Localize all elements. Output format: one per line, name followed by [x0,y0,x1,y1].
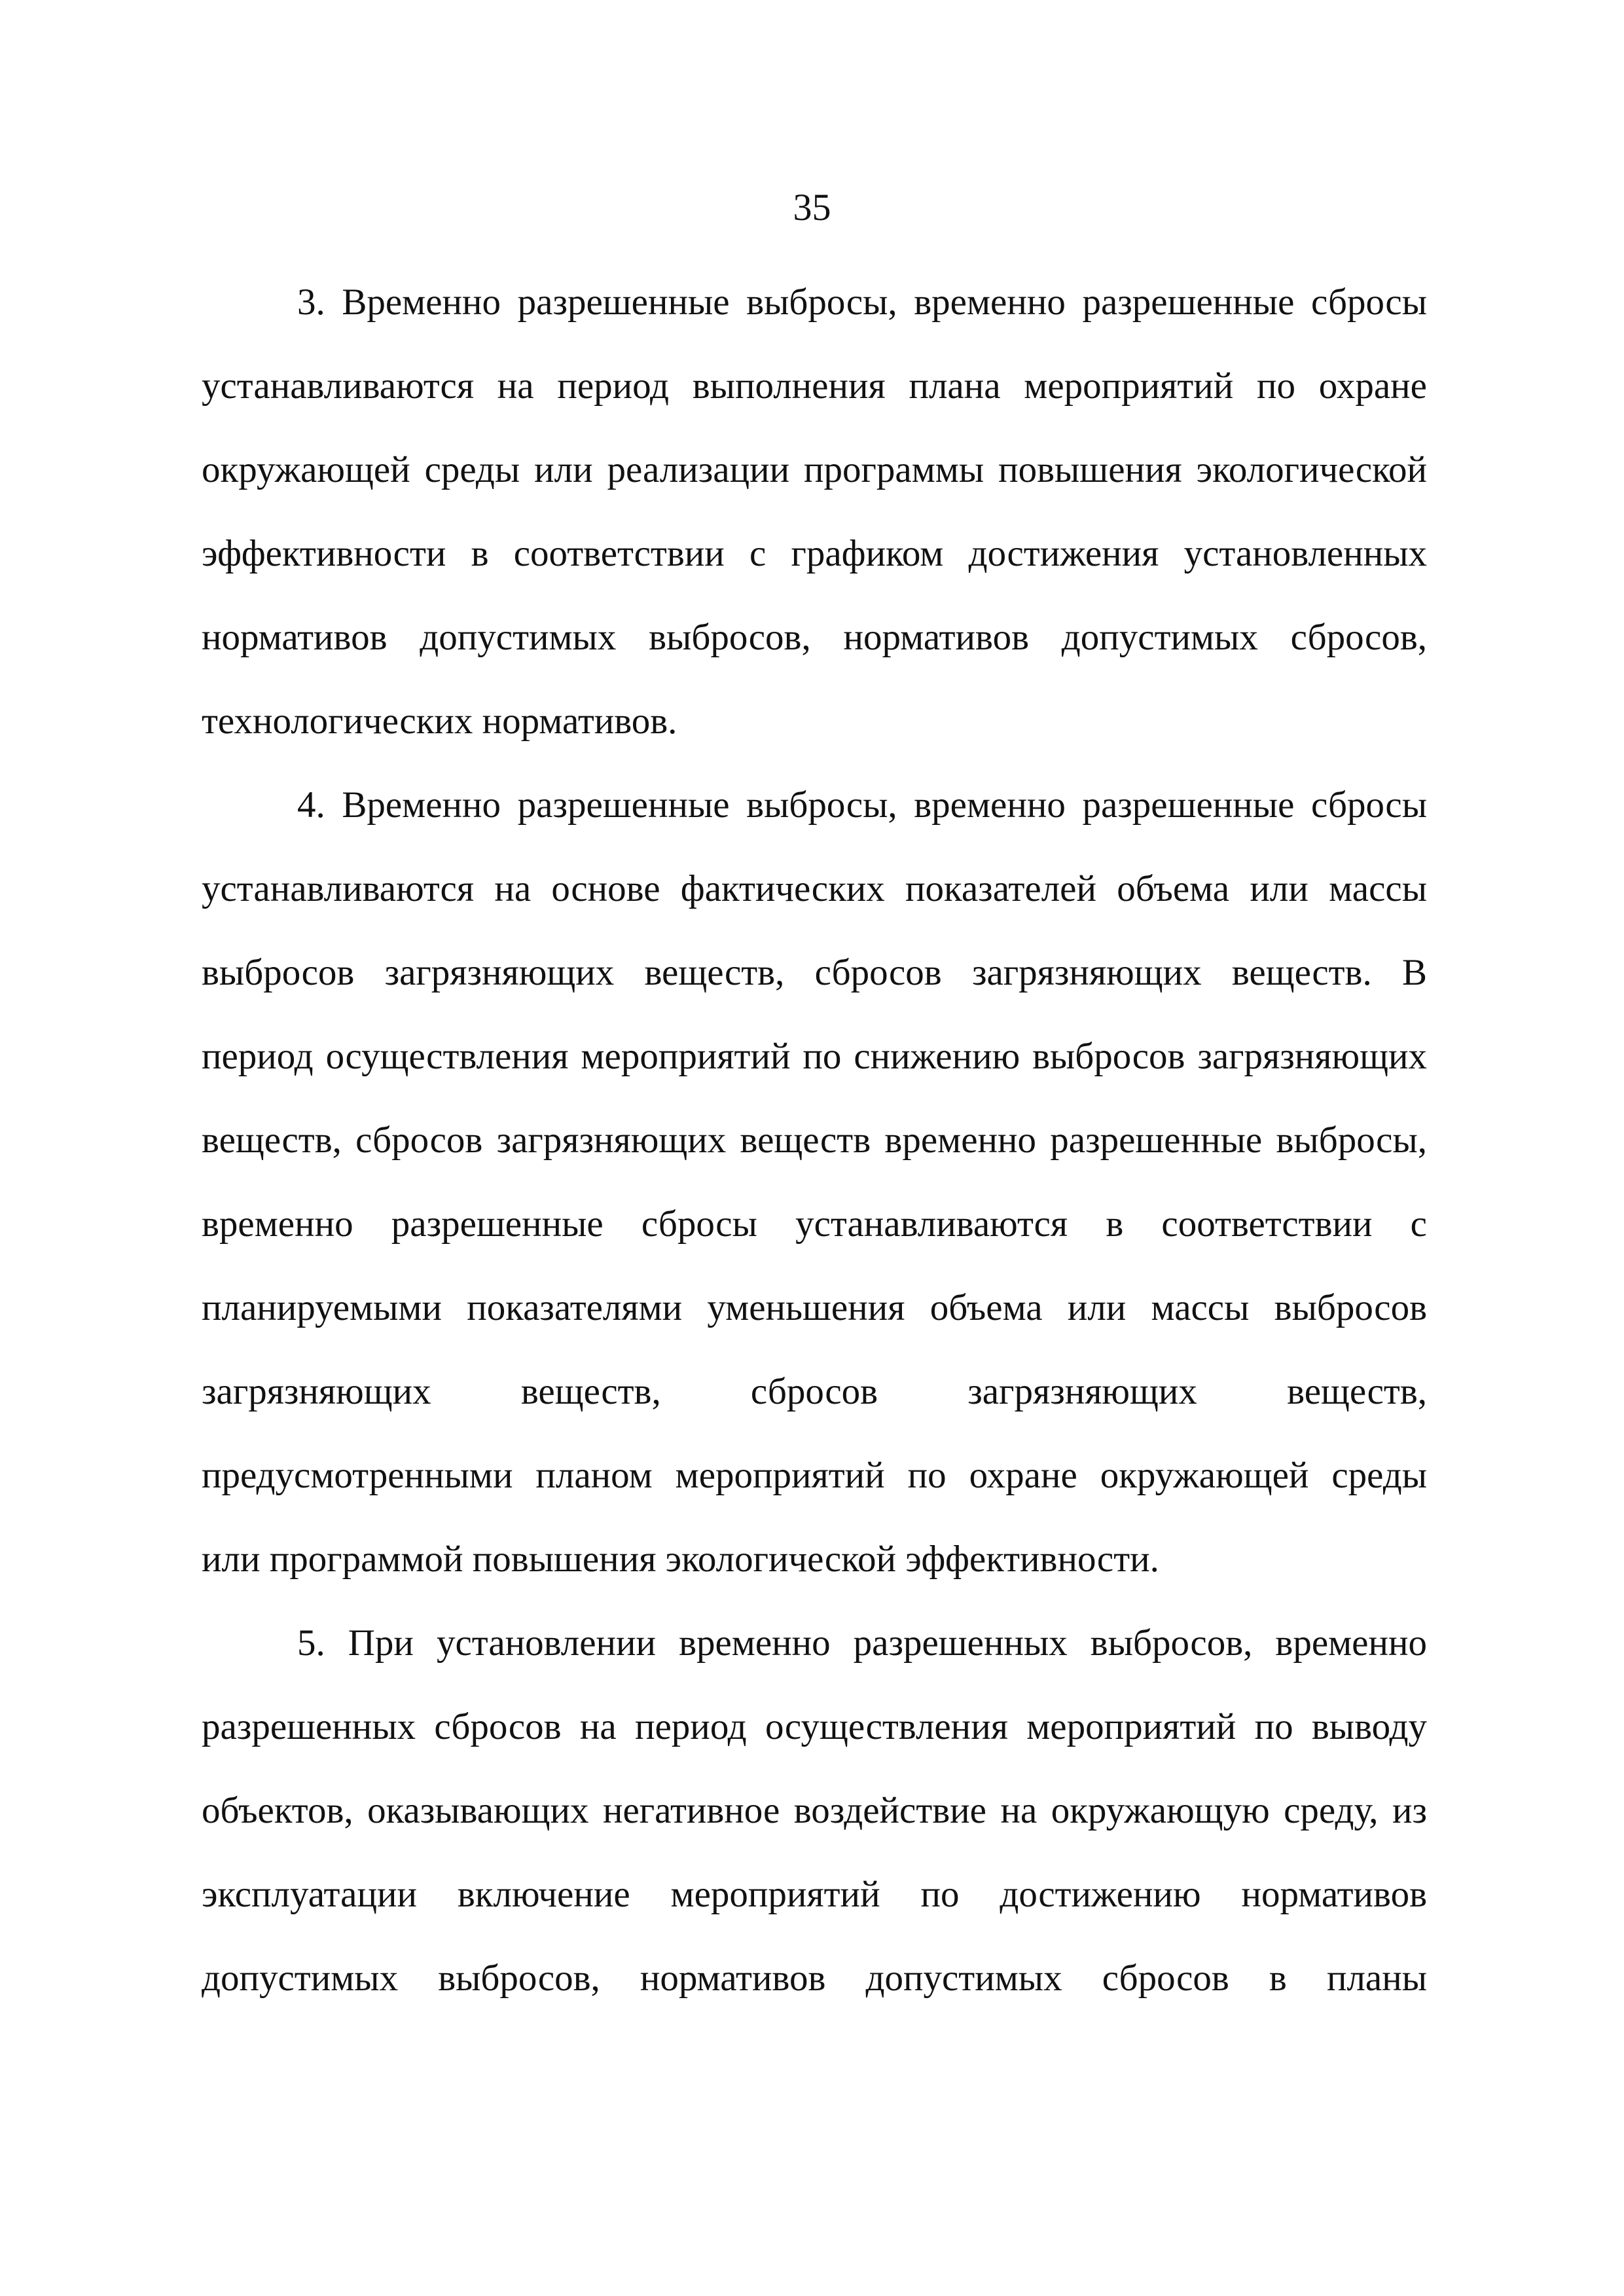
paragraph-4-line: устанавливаются на основе фактических показателей объема или массы [202,868,1427,909]
paragraph-3-line: окружающей среды или реализации программы повышения экологической [202,449,1427,490]
paragraph-5-line: 5. При установлении временно разрешенных выбросов, временно [297,1622,1427,1664]
paragraph-4-line: или программой повышения экологической эффективности. [202,1539,1159,1580]
paragraph-4-line: загрязняющих веществ, сбросов загрязняющих веществ, [202,1371,1427,1412]
paragraph-4-line: планируемыми показателями уменьшения объема или массы выбросов [202,1287,1427,1328]
paragraph-4-line: предусмотренными планом мероприятий по охране окружающей среды [202,1455,1427,1496]
paragraph-3-line: устанавливаются на период выполнения плана мероприятий по охране [202,365,1427,407]
page-number: 35 [793,186,831,228]
paragraph-3-line: 3. Временно разрешенные выбросы, временно разрешенные сбросы [297,282,1427,323]
body-text [202,261,1427,2020]
paragraph-5-line: объектов, оказывающих негативное воздействие на окружающую среду, из [202,1790,1427,1831]
paragraph-4-line: веществ, сбросов загрязняющих веществ временно разрешенные выбросы, [202,1120,1427,1161]
paragraph-3-line: эффективности в соответствии с графиком достижения установленных [202,533,1427,574]
paragraph-4-line: временно разрешенные сбросы устанавливаются в соответствии с [202,1203,1427,1245]
paragraph-3-line: нормативов допустимых выбросов, нормативов допустимых сбросов, [202,617,1427,658]
paragraph-5-line: эксплуатации включение мероприятий по достижению нормативов [202,1874,1427,1915]
paragraph-4-line: выбросов загрязняющих веществ, сбросов загрязняющих веществ. В [202,952,1427,993]
paragraph-4-line: 4. Временно разрешенные выбросы, временно разрешенные сбросы [297,784,1427,826]
paragraph-5-line: разрешенных сбросов на период осуществления мероприятий по выводу [202,1706,1427,1747]
paragraph-3-line: технологических нормативов. [202,701,677,742]
paragraph-5-line: допустимых выбросов, нормативов допустимых сбросов в планы [202,1958,1427,1999]
paragraph-4-line: период осуществления мероприятий по снижению выбросов загрязняющих [202,1036,1427,1077]
